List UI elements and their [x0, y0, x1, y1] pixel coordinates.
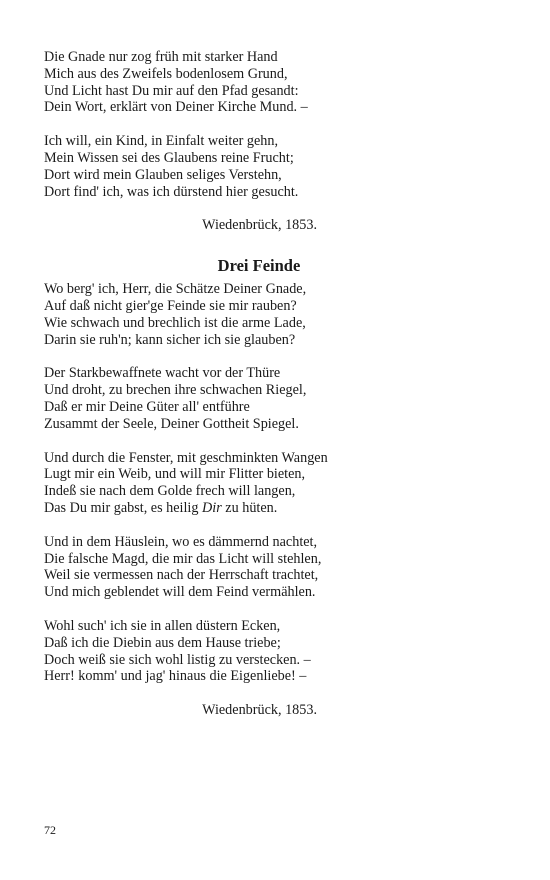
verse-line: Dort wird mein Glauben seliges Verstehn,: [44, 166, 282, 183]
verse-line: Daß ich die Diebin aus dem Hause triebe;: [44, 634, 281, 651]
verse-line: Und Licht hast Du mir auf den Pfad gesandt:: [44, 82, 299, 99]
verse-text: zu hüten.: [221, 499, 278, 516]
verse-line: Der Starkbewaffnete wacht vor der Thüre: [44, 365, 281, 382]
verse-line: Doch weiß sie sich wohl listig zu verstecken. –: [44, 651, 311, 668]
verse-line: Ich will, ein Kind, in Einfalt weiter gehn,: [44, 133, 279, 150]
poem1-date: Wiedenbrück, 1853.: [202, 217, 317, 234]
verse-line: Daß er mir Deine Güter all' entführe: [44, 398, 250, 415]
poem2-stanza-5: [44, 618, 514, 685]
verse-line: Und in dem Häuslein, wo es dämmernd nachtet,: [44, 533, 318, 550]
verse-line: Und mich geblendet will dem Feind vermählen.: [44, 584, 316, 601]
verse-line: Mein Wissen sei des Glaubens reine Frucht;: [44, 149, 294, 166]
poem2-stanza-4: [44, 534, 514, 601]
verse-line: Lugt mir ein Weib, und will mir Flitter bieten,: [44, 466, 306, 483]
poem2-date: Wiedenbrück, 1853.: [202, 702, 317, 719]
verse-line: Herr! komm' und jag' hinaus die Eigenliebe! –: [44, 668, 307, 685]
verse-line: Auf daß nicht gier'ge Feinde sie mir rauben?: [44, 297, 297, 314]
poem-title: Drei Feinde: [217, 256, 301, 276]
verse-line: Dein Wort, erklärt von Deiner Kirche Mund. –: [44, 99, 308, 116]
page-number: 72: [44, 823, 56, 837]
verse-line: Die Gnade nur zog früh mit starker Hand: [44, 49, 278, 65]
verse-line: Wo berg' ich, Herr, die Schätze Deiner Gnade,: [44, 281, 307, 298]
poem2-stanza-2: [44, 365, 514, 432]
verse-line: Dort find' ich, was ich dürstend hier gesucht.: [44, 183, 299, 200]
verse-line: Weil sie vermessen nach der Herrschaft trachtet,: [44, 567, 319, 584]
verse-line: Zusammt der Seele, Deiner Gottheit Spiegel.: [44, 415, 299, 432]
verse-line: Und droht, zu brechen ihre schwachen Riegel,: [44, 382, 307, 399]
italic-word: Dir: [202, 499, 222, 516]
verse-line: Darin sie ruh'n; kann sicher ich sie glauben?: [44, 331, 296, 348]
verse-line-with-italic: [44, 500, 514, 517]
poem1-stanza-2: [44, 133, 514, 200]
verse-line: Und durch die Fenster, mit geschminkten Wangen: [44, 449, 328, 466]
verse-line: Indeß sie nach dem Golde frech will langen,: [44, 483, 296, 500]
verse-line: Mich aus des Zweifels bodenlosem Grund,: [44, 65, 288, 82]
poem2-stanza-1: [44, 281, 514, 348]
verse-text: Das Du mir gabst, es heilig: [44, 499, 203, 516]
poem2-stanza-3: [44, 450, 514, 517]
verse-line: Wie schwach und brechlich ist die arme Lade,: [44, 314, 306, 331]
verse-line: Die falsche Magd, die mir das Licht will stehlen,: [44, 550, 322, 567]
page-body: [44, 49, 514, 719]
verse-line: Wohl such' ich sie in allen düstern Ecken,: [44, 617, 281, 634]
poem1-stanza-1: [44, 49, 514, 116]
